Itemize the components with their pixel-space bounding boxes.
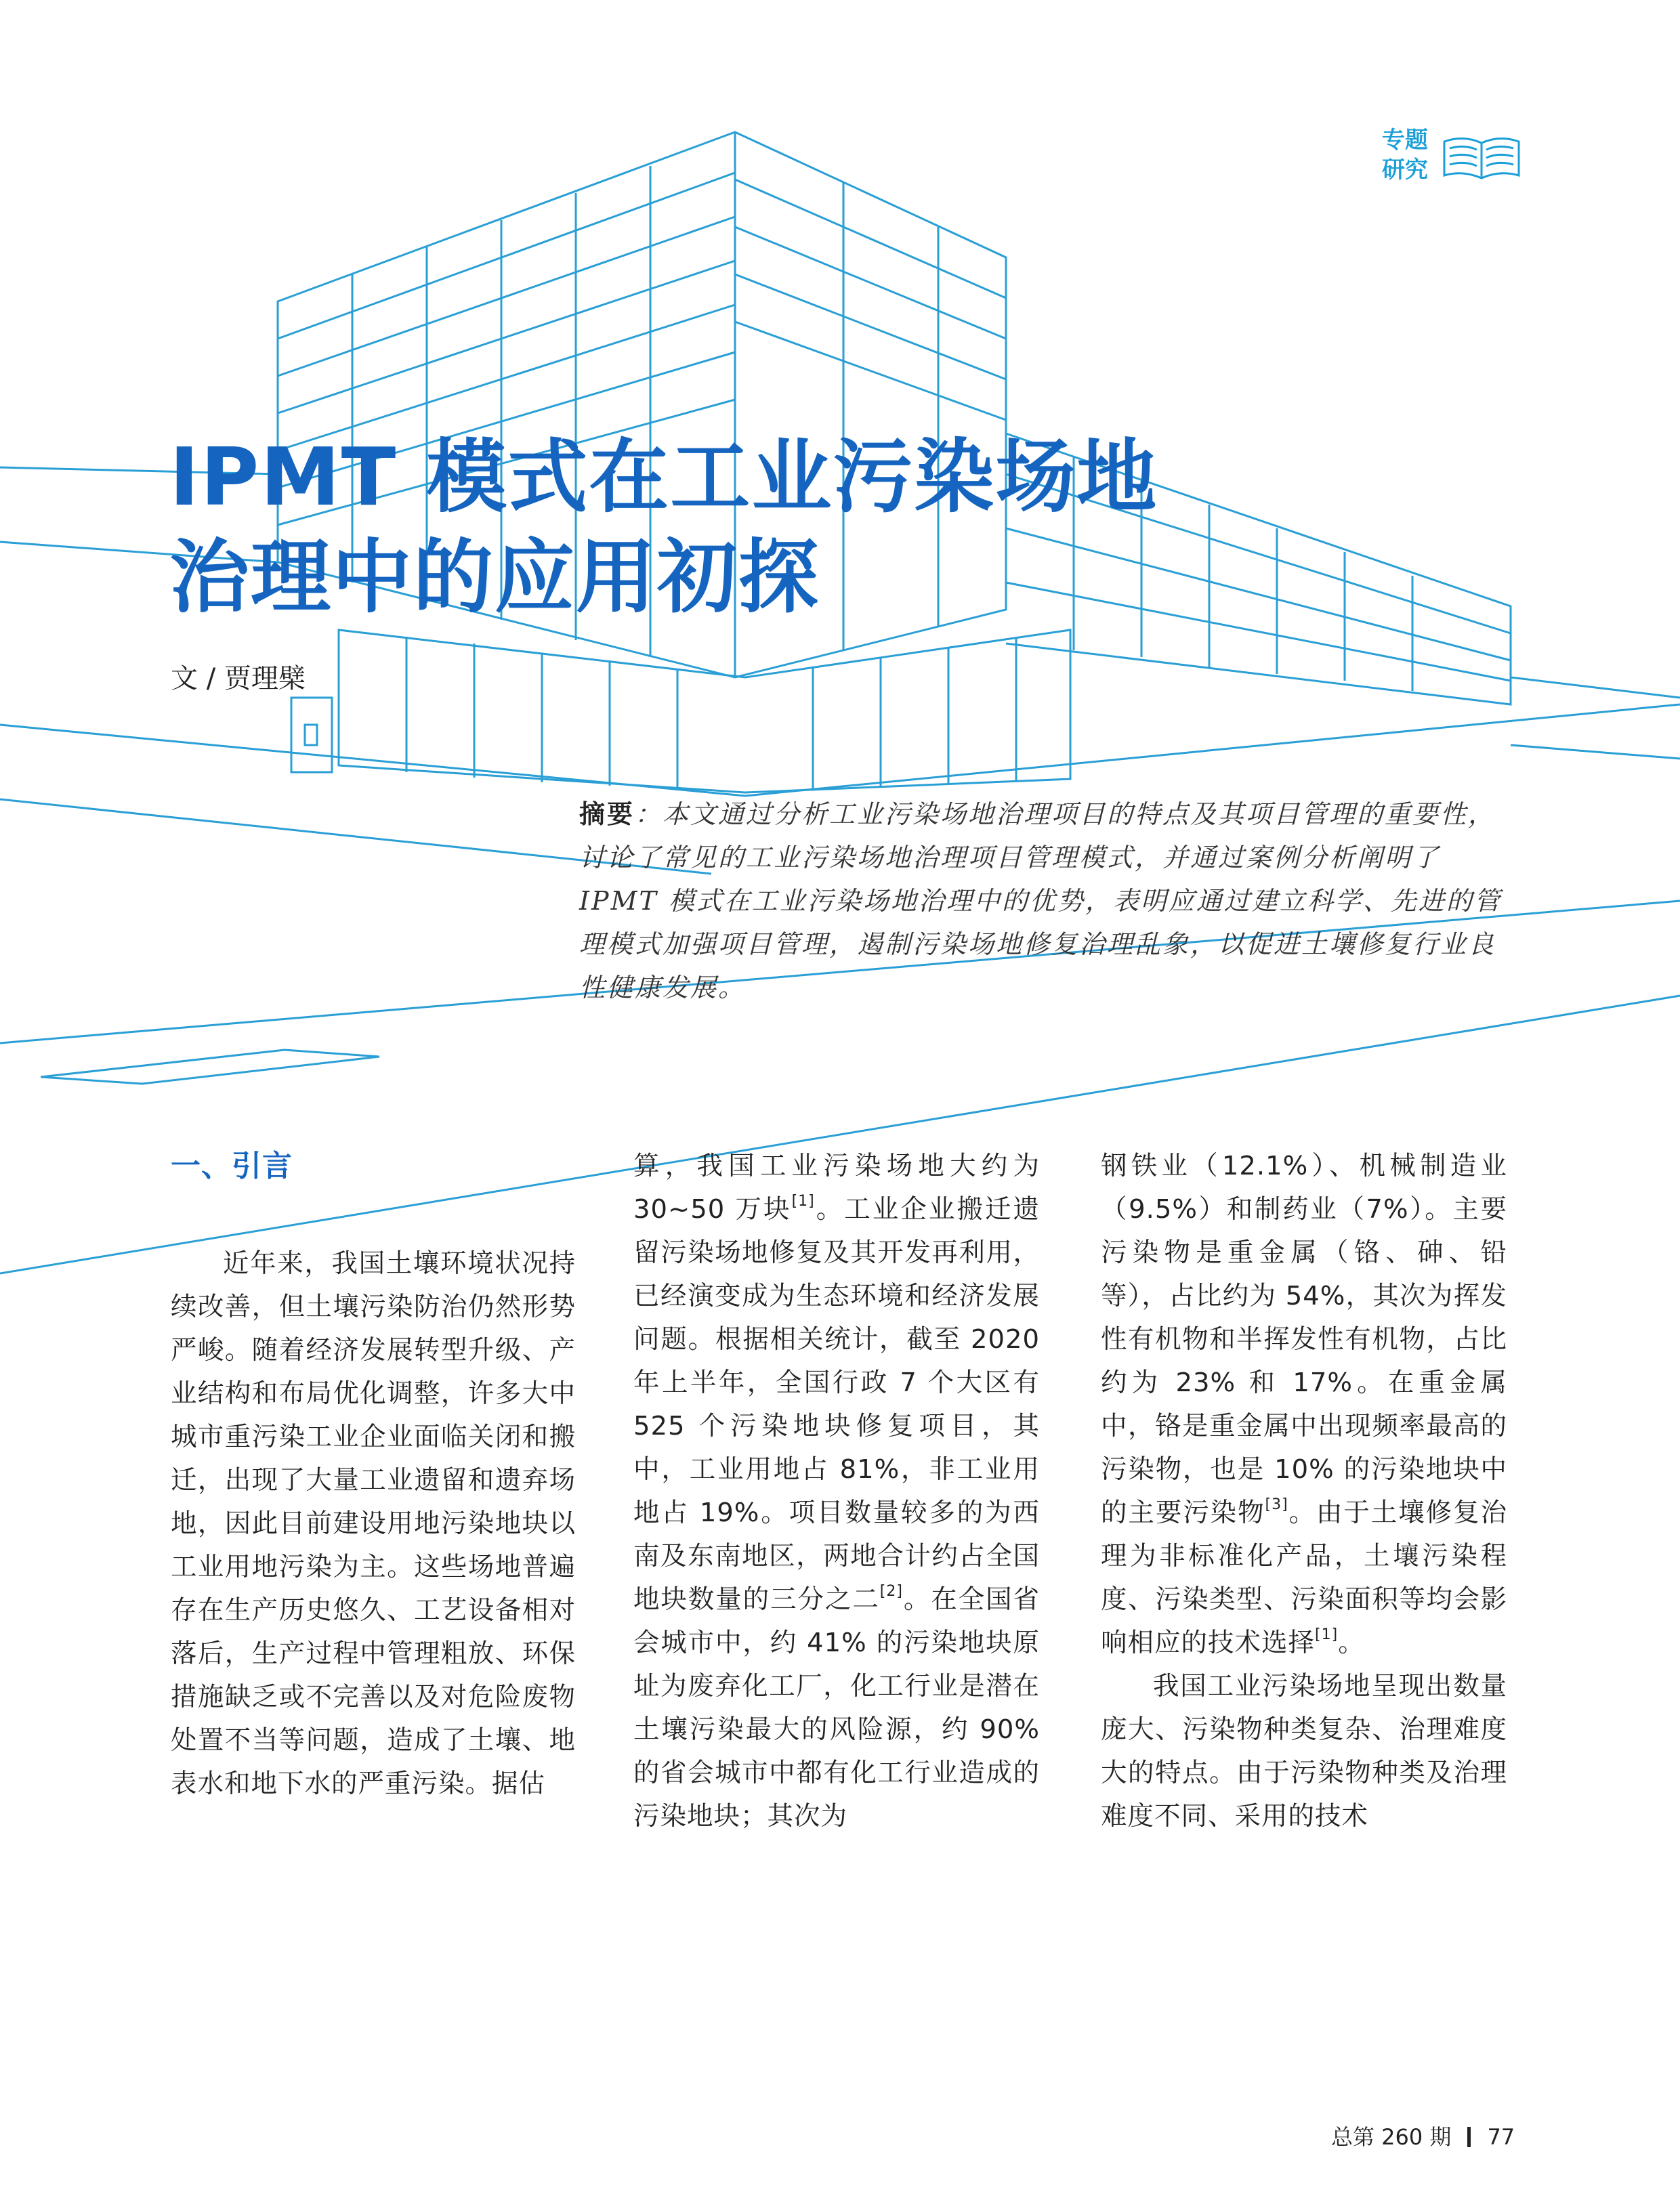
paragraph-text: 。工业企业搬迁遗留污染场地修复及其开发再利用，已经演变成为生态环境和经济发展问题。根据相关统计，截至 2020 年上半年，全国行政 7 个大区有 525 个污染地块修复项目，其中，工业用地占 81%，非工业用地占 19%。项目数量较多的为西南及东南地区，两地合计约占全国地块数量的三分之二 [633,1194,1040,1615]
footer-divider [1467,2127,1471,2147]
abstract-text: ：本文通过分析工业污染场地治理项目的特点及其项目管理的重要性，讨论了常见的工业污染场地治理项目管理模式，并通过案例分析阐明了 IPMT 模式在工业污染场地治理中的优势，表明应通过建立科学、先进的管理模式加强项目管理，遏制污染场地修复治理乱象，以促进土壤修复行业良性健康发展。 [579,799,1502,1002]
article-title [169,427,1158,627]
citation-ref: [1] [1315,1626,1339,1643]
paragraph: 近年来，我国土壤环境状况持续改善，但土壤污染防治仍然形势严峻。随着经济发展转型升级、产业结构和布局优化调整，许多大中城市重污染工业企业面临关闭和搬迁，出现了大量工业遗留和遗弃场地，因此目前建设用地污染地块以工业用地污染为主。这些场地普遍存在生产历史悠久、工艺设备相对落后，生产过程中管理粗放、环保措施缺乏或不完善以及对危险废物处置不当等问题，造成了土壤、地表水和地下水的严重污染。据估 [171,1248,576,1799]
paragraph-text: 算，我国工业污染场地大约为 30~50 万块 [633,1151,1040,1225]
author-byline: 文 / 贾理檗 [171,663,306,694]
paragraph-text: 。由于土壤修复治理为非标准化产品，土壤污染程度、污染类型、污染面积等均会影响相应的技术选择 [1101,1498,1507,1658]
paragraph: 我国工业污染场地呈现出数量庞大、污染物种类复杂、治理难度大的特点。由于污染物种类及治理难度不同、采用的技术 [1101,1671,1507,1832]
paragraph [633,1145,1040,1838]
paragraph-text: 钢铁业（12.1%）、机械制造业（9.5%）和制药业（7%）。主要污染物是重金属（铬、砷、铅等），占比约为 54%，其次为挥发性有机物和半挥发性有机物，占比约为 23% 和 17%。在重金属中，铬是重金属中出现频率最高的污染物，也是 10% 的污染地块中的主要污染物 [1101,1151,1507,1528]
abstract-label: 摘要 [579,799,635,829]
text-column-2 [633,1145,1040,1838]
paragraph-text: 。 [1338,1628,1365,1658]
citation-ref: [2] [879,1583,903,1600]
section-label [1382,125,1428,185]
text-column-1 [171,1145,576,1806]
citation-ref: [1] [791,1193,815,1210]
section-heading: 一、引言 [171,1149,293,1183]
paragraph-text: 。在全国省会城市中，约 41% 的污染地块原址为废弃化工厂，化工行业是潜在土壤污染最大的风险源，约 90% 的省会城市中都有化工行业造成的污染地块；其次为 [633,1584,1040,1832]
paragraph [1101,1145,1507,1665]
page-number: 77 [1487,2124,1515,2150]
citation-ref: [3] [1265,1496,1288,1513]
section-label-line2: 研究 [1382,156,1428,184]
title-line-1: IPMT 模式在工业污染场地 [169,430,1158,524]
page-footer [1331,2120,1515,2151]
open-book-icon [1442,132,1521,185]
text-column-3 [1101,1145,1507,1838]
section-label-line1: 专题 [1382,127,1428,154]
title-line-2: 治理中的应用初探 [169,530,820,624]
abstract [579,792,1507,1009]
issue-number: 总第 260 期 [1331,2124,1452,2150]
